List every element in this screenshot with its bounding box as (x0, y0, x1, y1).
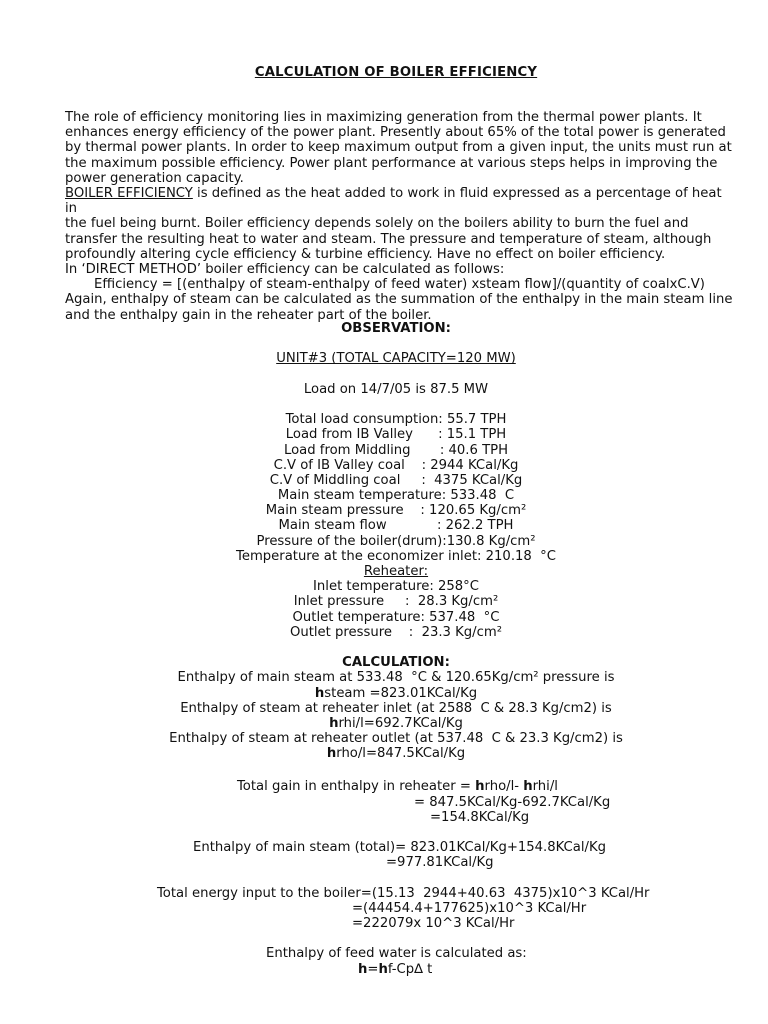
main-steam-total-result: =977.81KCal/Kg (386, 855, 494, 870)
observation-item: Main steam flow : 262.2 TPH (278, 518, 514, 534)
unit-capacity: UNIT#3 (TOTAL CAPACITY=120 MW) (276, 351, 516, 367)
reheater-item: Outlet pressure : 23.3 Kg/cm² (289, 624, 502, 640)
intro-paragraph (65, 110, 735, 323)
boiler-efficiency-term: BOILER EFFICIENCY (65, 186, 193, 202)
text-line: power generation capacity. (65, 170, 244, 186)
feed-water-line: Enthalpy of feed water is calculated as: (266, 946, 527, 961)
reheater-item: Outlet temperature: 537.48 °C (292, 609, 500, 625)
text-line: the fuel being burnt. Boiler efficiency depends solely on the boilers ability to burn the fuel and (65, 216, 689, 232)
feed-water-formula: h=hf-Cp∆ t (358, 962, 433, 977)
main-steam-total-line: Enthalpy of main steam (total)= 823.01KCal/Kg+154.8KCal/Kg (193, 840, 606, 855)
calc-line: hsteam =823.01KCal/Kg (314, 685, 478, 701)
load-line: Load on 14/7/05 is 87.5 MW (303, 381, 489, 397)
observation-item: Main steam temperature: 533.48 C (277, 488, 515, 504)
calc-line: hrhi/l=692.7KCal/Kg (329, 715, 463, 731)
energy-input-line2: =(44454.4+177625)x10^3 KCal/Hr (352, 901, 587, 916)
text-line: Again, enthalpy of steam can be calculated as the summation of the enthalpy in the main steam line (65, 292, 733, 308)
reheater-item: Inlet pressure : 28.3 Kg/cm² (293, 594, 499, 610)
reheater-item: Inlet temperature: 258°C (313, 579, 479, 595)
observation-item: C.V of Middling coal : 4375 KCal/Kg (269, 472, 523, 488)
reheater-gain-line3: =154.8KCal/Kg (430, 810, 530, 825)
observation-item: Load from Middling : 40.6 TPH (283, 442, 508, 458)
reheater-label: Reheater: (363, 564, 429, 579)
energy-input-line3: =222079x 10^3 KCal/Hr (352, 916, 515, 931)
text-line: transfer the resulting heat to water and steam. The pressure and temperature of steam, although (65, 231, 712, 247)
observation-item: Temperature at the economizer inlet: 210.18 °C (236, 548, 556, 564)
text-line: profoundly altering cycle efficiency & turbine efficiency. Have no effect on boiler efficiency. (65, 246, 666, 262)
text-line: the maximum possible efficiency. Power plant performance at various steps helps in improving the (65, 155, 718, 171)
text-line: In ‘DIRECT METHOD’ boiler efficiency can be calculated as follows: (65, 262, 505, 278)
calc-line: Enthalpy of main steam at 533.48 °C & 120.65Kg/cm² pressure is (177, 670, 615, 686)
observation-item: Main steam pressure : 120.65 Kg/cm² (265, 503, 527, 519)
observation-item: Pressure of the boiler(drum):130.8 Kg/cm² (256, 533, 536, 549)
efficiency-formula: Efficiency = [(enthalpy of steam-enthalpy of feed water) xsteam flow]/(quantity of coalxC.V) (94, 277, 705, 293)
reheater-gain-line2: = 847.5KCal/Kg-692.7KCal/Kg (414, 795, 611, 810)
text-line: and the enthalpy gain in the reheater part of the boiler. (65, 307, 432, 323)
calculation-heading: CALCULATION: (342, 655, 450, 671)
calc-line: Enthalpy of steam at reheater inlet (at 2588 C & 28.3 Kg/cm2) is (180, 700, 612, 716)
text-line: The role of efficiency monitoring lies in maximizing generation from the thermal power plants. It (65, 110, 702, 125)
calc-line: hrho/l=847.5KCal/Kg (326, 746, 466, 762)
observation-heading: OBSERVATION: (341, 321, 451, 336)
text-line: enhances energy efficiency of the power plant. Presently about 65% of the total power is generated (65, 125, 726, 141)
document-title: CALCULATION OF BOILER EFFICIENCY (254, 65, 538, 80)
observation-item: Load from IB Valley : 15.1 TPH (285, 427, 507, 443)
reheater-gain-line: Total gain in enthalpy in reheater = hrho/l- hrhi/l (237, 779, 558, 794)
observation-section (0, 321, 768, 761)
observation-item: C.V of IB Valley coal : 2944 KCal/Kg (273, 457, 519, 473)
boiler-efficiency-definition (65, 186, 735, 216)
energy-input-line: Total energy input to the boiler=(15.13 2944+40.63 4375)x10^3 KCal/Hr (157, 886, 650, 901)
text-span: is defined as the heat added to work in fluid expressed as a percentage of heat in (65, 186, 722, 217)
observation-item: Total load consumption: 55.7 TPH (285, 412, 507, 428)
calc-line: Enthalpy of steam at reheater outlet (at 537.48 C & 23.3 Kg/cm2) is (169, 731, 623, 747)
text-line: by thermal power plants. In order to keep maximum output from a given input, the units must run at (65, 140, 732, 156)
